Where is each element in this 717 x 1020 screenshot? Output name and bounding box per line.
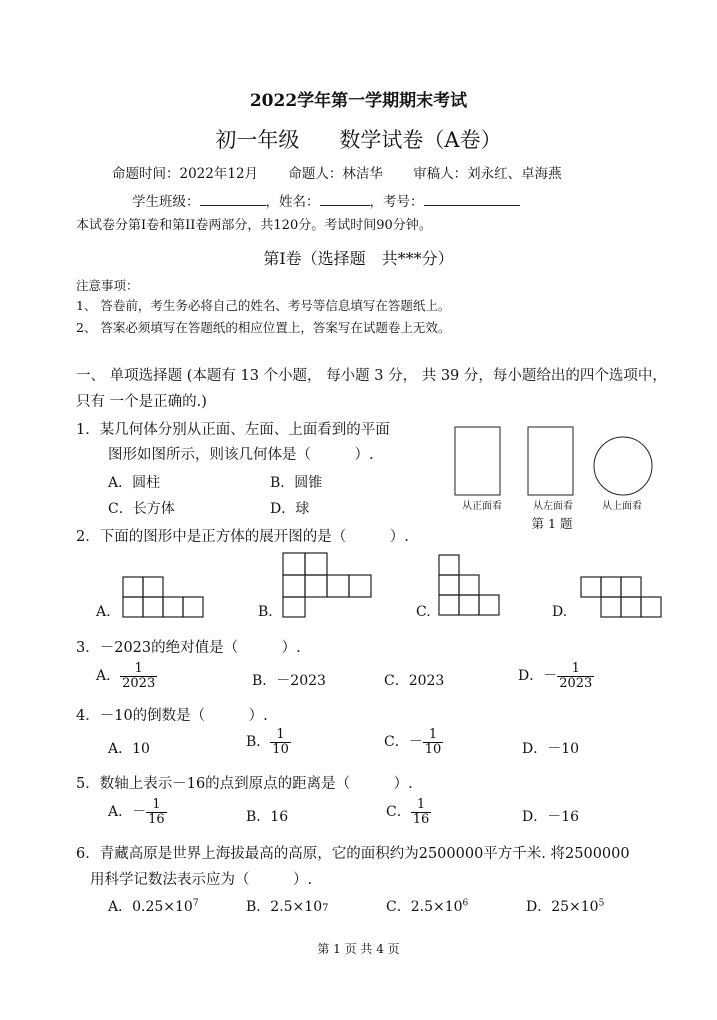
note-item: 1、 答卷前，考生务必将自己的姓名、考号等信息填写在答题纸上。	[76, 298, 451, 313]
option-letter: A．－	[108, 804, 147, 821]
q6-option-d	[526, 896, 604, 916]
denominator: 2023	[122, 675, 156, 691]
q1-option-a: A．圆柱	[108, 475, 161, 491]
exam-meta	[112, 162, 588, 182]
option-text: B．2.5×10	[246, 899, 323, 915]
q4-stem: 4．－10的倒数是（ ）.	[76, 708, 268, 724]
section1-instructions: 一、 单项选择题 (本题有 13 个小题， 每小题 3 分， 共 39 分，每小题给出的四个选项中，	[76, 368, 667, 384]
q2-net-c	[436, 552, 506, 622]
subject-label: 数学试卷（A卷）	[339, 128, 502, 152]
fraction	[120, 662, 157, 690]
class-blank[interactable]	[200, 191, 266, 206]
q3-option-b: B．－2023	[252, 673, 326, 689]
q6-option-c	[386, 896, 468, 916]
q2-option-b: B.	[258, 604, 273, 620]
left-view-rect	[528, 427, 573, 495]
option-letter: C．－	[384, 734, 423, 751]
exam-title: 2022学年第一学期期末考试	[249, 91, 468, 111]
q1-option-d: D．球	[270, 501, 310, 517]
q6-option-a	[108, 896, 199, 916]
q6-option-b	[246, 896, 328, 916]
numerator: 1	[416, 797, 426, 812]
q4-option-c	[384, 728, 443, 756]
q1-option-c: C．长方体	[108, 501, 175, 517]
option-text: C．2.5×10	[386, 899, 463, 915]
q1-option-b: B．圆锥	[270, 475, 323, 491]
q5-option-b: B．16	[246, 809, 289, 825]
q3-option-d	[518, 662, 594, 690]
note-item: 2、 答案必须填写在答题纸的相应位置上，答案写在试题卷上无效。	[76, 320, 451, 335]
q5-option-d: D．－16	[522, 809, 580, 825]
id-blank[interactable]	[424, 191, 520, 206]
q2-option-d: D.	[552, 604, 568, 620]
q6-stem: 6．青藏高原是世界上海拔最高的高原，它的面积约为2500000平方千米. 将2500000	[76, 846, 630, 862]
numerator: 1	[571, 661, 580, 676]
numerator: 1	[152, 797, 161, 812]
denominator: 10	[424, 741, 442, 757]
notes-heading: 注意事项：	[76, 278, 139, 293]
q1-stem: 1．某几何体分别从正面、左面、上面看到的平面	[76, 422, 390, 438]
exponent: 7	[192, 898, 199, 909]
exam-reviewer: 审稿人：刘永红、卓海燕	[413, 166, 562, 182]
q4-option-a: A．10	[108, 741, 150, 757]
front-view-rect	[455, 427, 500, 495]
front-view-label: 从正面看	[462, 501, 502, 512]
student-info-line	[132, 190, 520, 210]
q5-stem: 5．数轴上表示－16的点到原点的距离是（ ）.	[76, 776, 413, 792]
denominator: 10	[272, 741, 289, 757]
exam-intro: 本试卷分第I卷和第II卷两部分，共120分。考试时间90分钟。	[76, 218, 432, 233]
option-letter: B．	[246, 734, 271, 751]
fraction	[270, 728, 291, 756]
fraction	[423, 728, 444, 756]
id-label: ，考号：	[369, 194, 424, 210]
exponent: 5	[598, 898, 605, 909]
exam-subtitle	[0, 124, 717, 154]
exponent: 7	[322, 903, 329, 914]
option-letter: D．－	[518, 668, 558, 685]
q5-option-c	[386, 798, 431, 826]
name-label: ，姓名：	[265, 194, 320, 210]
q1-figure-caption: 第 1 题	[531, 516, 573, 531]
exam-time: 命题时间：2022年12月	[112, 166, 259, 182]
left-view-label: 从左面看	[533, 501, 573, 512]
exam-author: 命题人：林洁华	[288, 166, 383, 182]
q3-option-a	[96, 662, 157, 690]
fraction	[411, 798, 432, 826]
top-view-label: 从上面看	[602, 501, 642, 512]
page-footer: 第 1 页 共 4 页	[317, 942, 400, 956]
q2-option-c: C.	[416, 604, 431, 620]
name-blank[interactable]	[320, 191, 370, 206]
q2-net-b	[280, 550, 380, 620]
q2-stem: 2．下面的图形中是正方体的展开图的是（ ）.	[76, 529, 409, 545]
q1-stem-2: 图形如图所示，则该几何体是（ ）.	[108, 447, 374, 463]
q5-option-a	[108, 798, 167, 826]
denominator: 2023	[559, 675, 593, 691]
numerator: 1	[276, 727, 285, 742]
denominator: 16	[148, 811, 165, 827]
q3-option-c: C．2023	[384, 673, 445, 689]
numerator: 1	[428, 727, 438, 742]
q2-option-a: A.	[96, 604, 111, 620]
q3-stem: 3．－2023的绝对值是（ ）.	[76, 640, 301, 656]
fraction	[557, 662, 594, 690]
denominator: 16	[412, 811, 430, 827]
numerator: 1	[134, 661, 143, 676]
exponent: 6	[462, 898, 469, 909]
q4-option-b	[246, 728, 291, 756]
section1-instructions-2: 只有 一个是正确的.)	[76, 394, 207, 410]
part1-title: 第I卷（选择题 共***分）	[263, 249, 454, 268]
fraction	[146, 798, 167, 826]
q2-net-d	[578, 574, 668, 620]
option-text: D．25×10	[526, 899, 599, 915]
class-label: 学生班级：	[132, 194, 200, 210]
top-view-circle	[594, 437, 652, 495]
q6-stem-2: 用科学记数法表示应为（ ）.	[90, 872, 313, 888]
option-letter: C．	[386, 804, 411, 821]
option-letter: A．	[96, 668, 121, 685]
grade-label: 初一年级	[215, 128, 300, 152]
option-text: A．0.25×10	[108, 899, 193, 915]
q1-figure	[448, 420, 668, 500]
q2-net-a	[120, 574, 210, 620]
q4-option-d: D．－10	[522, 741, 580, 757]
